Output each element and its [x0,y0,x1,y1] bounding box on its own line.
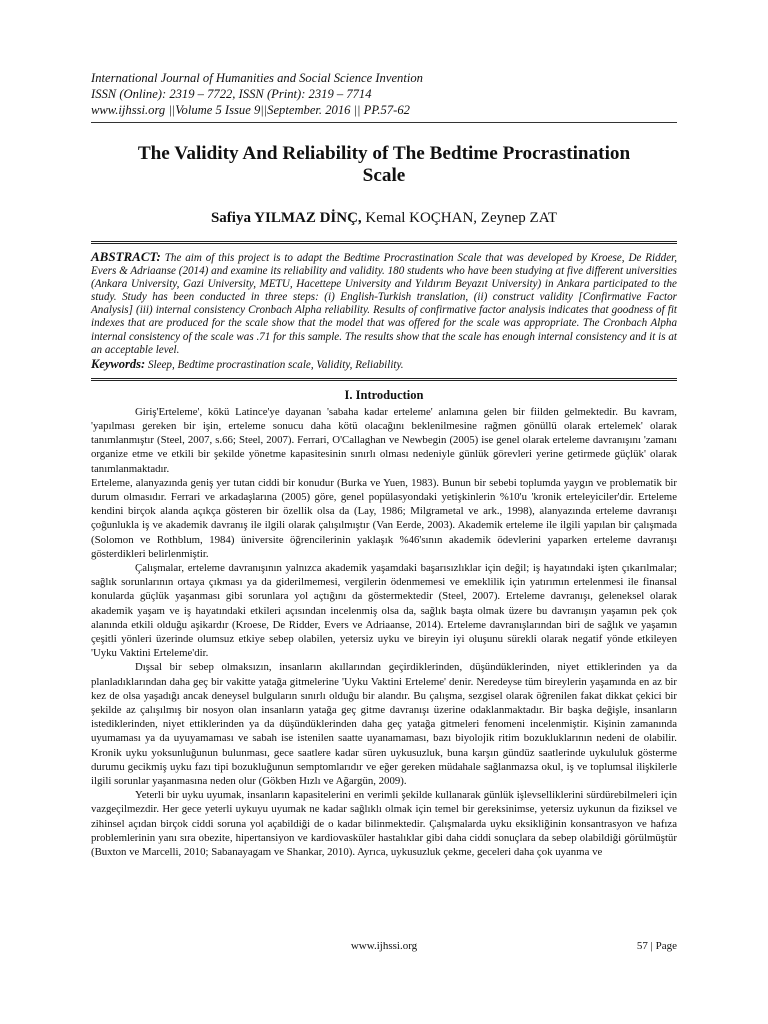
abstract-bottom-divider [91,378,677,381]
journal-issn: ISSN (Online): 2319 – 7722, ISSN (Print): 2319 – 7714 [91,87,372,101]
section-heading: I. Introduction [344,387,424,402]
journal-name: International Journal of Humanities and Social Science Invention [91,71,423,85]
keywords-block [91,358,677,378]
article-body [91,405,677,860]
body-paragraph: Dışsal bir sebep olmaksızın, insanların akıllarından geçirdiklerinden, düşündüklerinden, niyet ettiklerinden ya da planladıklarından daha geç bir vakitte yatağa gitmelerine 'Uyku Vaktini Erteleme' denir. Neredeyse tüm bireylerin yaşamında en az bir kez de olsa yaşadığı ancak deneysel bulguların sınırlı olduğu bir alandır. Bu çalışma, sezgisel olarak öğrenilen fakat dikkat çekici bir şekilde az çalışılmış bir nosyon olan insanların yatağa geç gitme davranışı üzerine odaklanmaktadır. Bir başka değişle, insanların istediklerinden, niyet ettiklerinden ya da düşündüklerinden daha geç yatağa gitmeleri fenomeni incelenmiştir. Kişinin zamanında uyumaması ya da uyuyamaması ve sabah ise istenilen saatte uyanamaması, bazı biyolojik ritim bozukluklarının nedeni de olabilir. Kronik uyku yoksunluğunun bulunması, gece saatlere kadar süren uykusuzluk, buna karşın gündüz saatlerinde uykululuk gösterme durumu gecikmiş uyku fazı tipi bozukluğunun semptomlarıdır ve eğer gereken müdahale sağlanmazsa okul, iş ve toplumsal ilişkilerle ilgili sorunlar yaşanmasına neden olur (Gökben Hızlı ve Ağargün, 2009). [91,661,677,788]
footer-url: www.ijhssi.org [350,940,418,952]
page-content [91,70,677,859]
journal-issue: www.ijhssi.org ||Volume 5 Issue 9||September. 2016 || PP.57-62 [91,103,410,117]
abstract-text: The aim of this project is to adapt the Bedtime Procrastination Scale that was developed by Kroese, De Ridder, Evers & Adriaanse (2014) and examine its reliability and validity. 180 students who have been studying at five different universities (Ankara University, Gazi University, METU, Hacettepe University and Yıldırım Beyazıt University) in Ankara participated to the study. Study has been conducted in three steps: (i) English-Turkish translation, (ii) construct validity [Confirmative Factor Analysis] (iii) internal consistency Cronbach Alpha reliability. Results of confirmative factor analysis indicates that goodness of fit indexes that are produced for the scale show that the model that was offered for the scale was appropriate. The Cronbach Alpha internal consistency of the scale was .71 for this sample. The results show that the scale has enough internal consistency and it is at an acceptable level. [91,252,677,356]
header-divider [91,122,677,123]
body-paragraph: Erteleme, alanyazında geniş yer tutan ciddi bir konudur (Burka ve Yuen, 1983). Bunun bir sebebi toplumda yaygın ve problematik bir durum olmasıdır. Ferrari ve arkadaşlarına (2005) göre, genel popülasyondaki yetişkinlerin %10'u 'kronik erteleyiciler'dir. Erteleme kendini birçok alanda açıkça gösteren bir özellik olsa da (Lay, 1986; Milgrametal ve ark., 1998), alanyazında erteleme davranışı çoğunlukla iş ve akademik davranış ile ilgili olarak çalışılmıştır (Van Eerde, 2003). Akademik erteleme ile ilgili yapılan bir çalışmada (Solomon ve Rothblum, 1984) üniversite öğrencilerinin yaklaşık %46'sının akademik ödevlerini yaparken erteleme davranışı gösterdikleri belirlenmiştir. [91,476,677,560]
author-list [91,210,677,227]
page-number: 57 | Page [636,940,677,952]
keywords-text: Sleep, Bedtime procrastination scale, Validity, Reliability. [145,358,404,371]
author-others: Kemal KOÇHAN, Zeynep ZAT [361,210,558,226]
body-paragraph: Çalışmalar, erteleme davranışının yalnızca akademik yaşamdaki başarısızlıklar için değil; iş hayatındaki işten çıkarılmalar; sağlık sorunlarının ortaya çıkması ya da giderilmemesi, vergilerin ödenmemesi ve emeklilik için yatırımın ertelenmesi ile finansal konularda güçlük yaşanması gibi sorunlara yol açtığını da göstermektedir (Steel, 2007). Erteleme davranışı, geleneksel olarak akademik yaşam ve iş hayatındaki etkileri açısından incelenmiş olsa da, sağlık başta olmak üzere bu davranışın yaşamın pek çok alanında etkili olduğu aşikardır (Kroese, De Ridder, Evers ve Adriaanse, 2014). Erteleme davranışlarından biri de sağlık ve yaşamın çeşitli yönleri üzerinde olumsuz etkiye sebep olabilen, yetersiz uyku ve bireyin iyi oluşunu sürekli olarak negatif yönde etkileyen 'Uyku Vaktini Erteleme'dir. [91,561,677,660]
keywords-label: Keywords: [91,356,146,371]
author-first: Safiya YILMAZ DİNÇ, [210,210,362,226]
body-paragraph: Yeterli bir uyku uyumak, insanların kapasitelerini en verimli şekilde kullanarak günlük işlevselliklerini sürdürebilmeleri için vazgeçilmezdir. Her gece yeterli uykuyu uyumak ne kadar sağlıklı olmak için temel bir gereksinimse, yetersiz uykunun da fiziksel ve zihinsel açıdan birçok ciddi soruna yol açabildiği de o kadar bilinmektedir. Çalışmalarda uyku eksikliğinin konsantrasyon ve hafıza problemlerinin yanı sıra obezite, hipertansiyon ve kardiovasküler hastalıklar gibi daha ciddi sonuçlara da sebep olabildiği görülmüştür (Buxton ve Marcelli, 2010; Sabanayagam ve Shankar, 2010). Ayrıca, uykusuzluk çekme, geceleri daha çok uyanma ve [91,789,677,859]
body-paragraph: Giriş'Erteleme', kökü Latince'ye dayanan 'sabaha kadar erteleme' anlamına gelen bir fiilden gelmektedir. Bu kavram, 'yapılması gereken bir işin, erteleme sonucu daha kötü olacağını beklenilmesine rağmen gönüllü olarak ertelemek' olarak tanımlanmıştır (Steel, 2007, s.66; Steel, 2007). Ferrari, O'Callaghan ve Newbegin (2005) ise genel olarak erteleme davranışını 'zamanı organize etme ve etkili bir şekilde yönetme kapasitesinin sınırlı olması nedeniyle günlük görevleri yerine getirmede güçlük' olarak tanımlanmaktadır. [91,405,677,475]
abstract-label: ABSTRACT: [91,249,161,264]
abstract-block [91,244,677,357]
page-footer [91,940,677,958]
article-title: The Validity And Reliability of The Bedtime Procrastination Scale [137,143,631,186]
journal-header [91,70,677,118]
